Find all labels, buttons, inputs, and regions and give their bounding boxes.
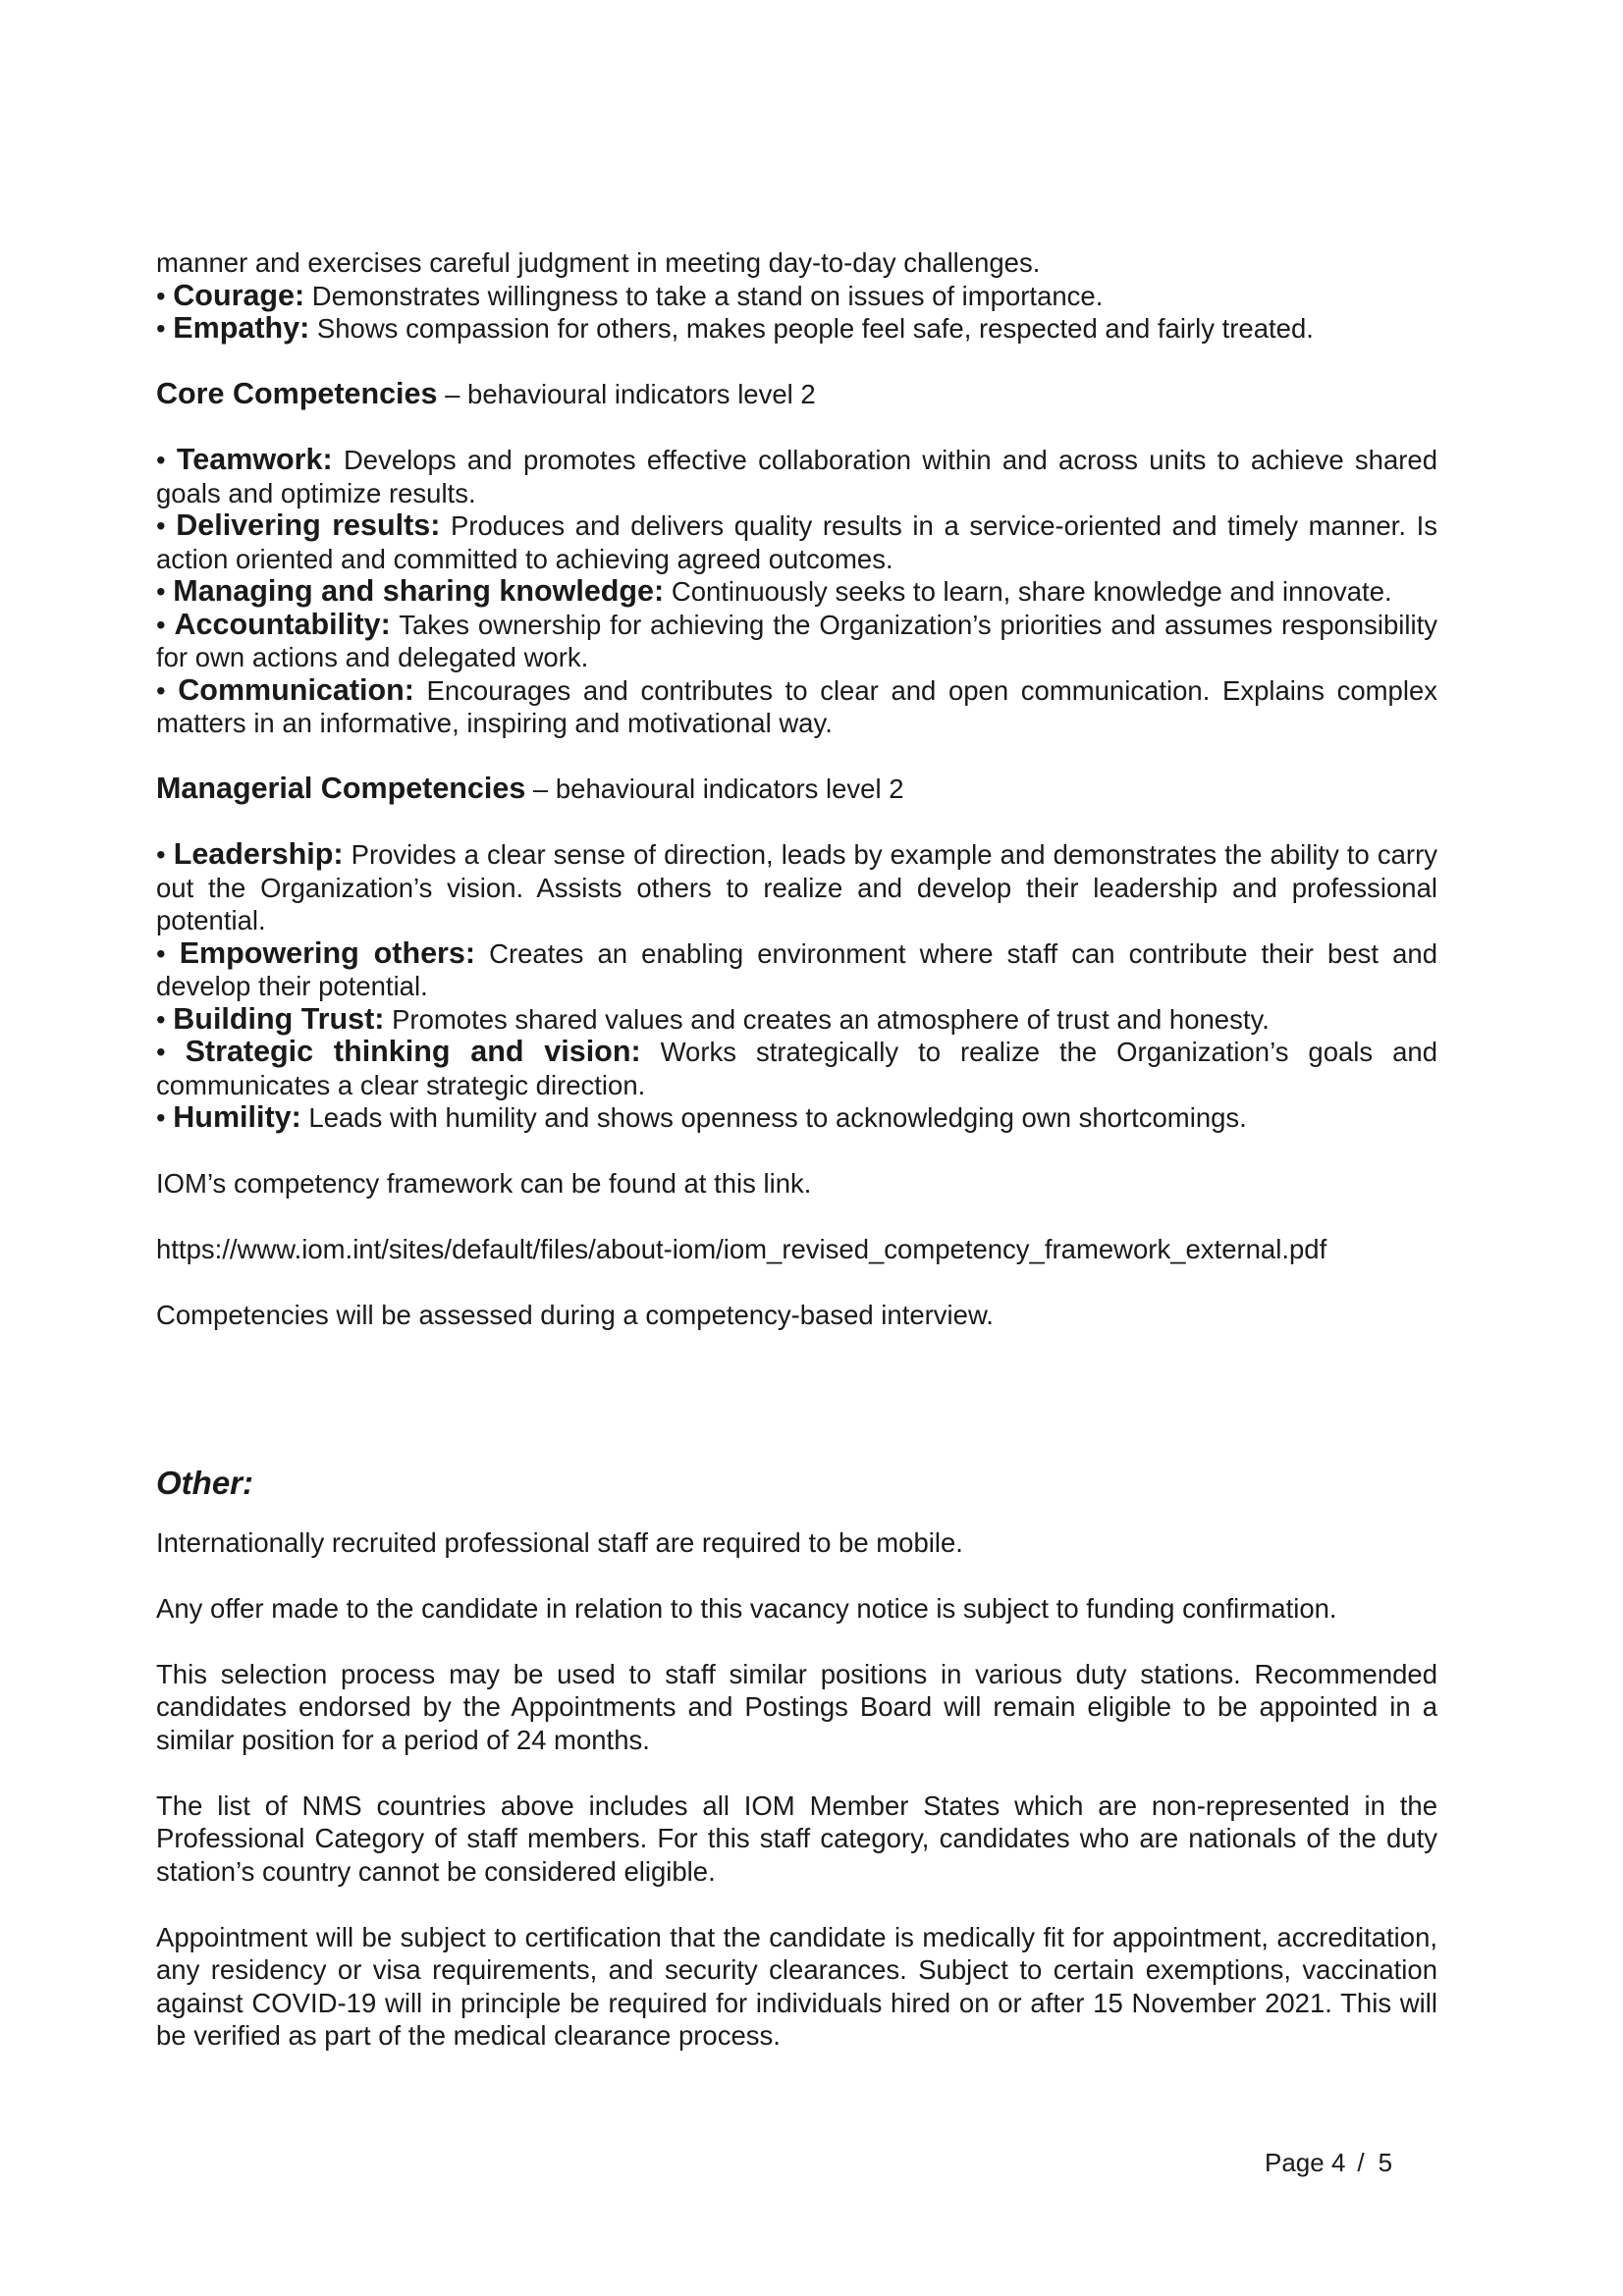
document-page [156,246,1437,2053]
heading-title: Managerial Competencies [156,772,526,805]
heading-subtitle: – behavioural indicators level 2 [525,774,904,804]
framework-text: IOM’s competency framework can be found at this link. [156,1168,812,1199]
list-item-teamwork: • Teamwork: Develops and promotes effective collaboration within and across units to achieve shared goals and optimize results. [156,443,1437,508]
item-text: Provides a clear sense of direction, leads by example and demonstrates the ability to carry out the Organization’s vision. Assists others to realize and develop their leadership and professional potential. [156,839,1437,935]
list-item-communication: • Communication: Encourages and contributes to clear and open communication. Explains complex matters in an informative, inspiring and motivational way. [156,672,1437,738]
item-label: Building Trust: [173,1001,385,1036]
other-section-title: Other: [156,1464,253,1501]
item-label: Empathy: [173,311,310,345]
list-item-accountability: • Accountability: Takes ownership for achieving the Organization’s priorities and assumes responsibility for own actions and delegated work. [156,607,1437,672]
list-item-humility: • Humility: Leads with humility and shows openness to acknowledging own shortcomings. [156,1100,1247,1134]
item-text: Leads with humility and shows openness to acknowledging own shortcomings. [300,1102,1247,1133]
item-text: Creates an enabling environment where staff can contribute their best and develop their potential. [156,937,1437,1001]
item-label: Teamwork: [176,443,333,476]
item-label: Accountability: [174,607,391,641]
other-paragraph-selection: This selection process may be used to staff similar positions in various duty stations. Recommended candidates endorsed by the Appointments and Postings Board will remain eligible to be appointed in a similar position for a period of 24 months. [156,1658,1437,1755]
list-item-empowering-others: • Empowering others: Creates an enabling environment where staff can contribute their best and develop their potential. [156,935,1437,1001]
other-paragraph-mobility: Internationally recruited professional staff are required to be mobile. [156,1526,963,1558]
item-label: Humility: [173,1100,301,1134]
heading-title: Core Competencies [156,377,438,410]
item-label: Communication: [178,672,414,707]
item-text: Encourages and contributes to clear and open communication. Explains complex matters in an informative, inspiring and motivational way. [156,674,1437,738]
framework-link[interactable]: https://www.iom.int/sites/default/files/about-iom/iom_revised_competency_framework_external.pdf [156,1234,1327,1264]
heading-subtitle: – behavioural indicators level 2 [437,379,816,409]
item-text: Takes ownership for achieving the Organization’s priorities and assumes responsibility for own actions and delegated work. [156,609,1437,672]
page-label: Page 4 [1265,2148,1346,2177]
other-paragraph-nms: The list of NMS countries above includes all IOM Member States which are non-represented in the Professional Category of staff members. For this staff category, candidates who are nationals of the duty station’s country cannot be considered eligible. [156,1789,1437,1887]
list-item-managing-knowledge: • Managing and sharing knowledge: Continuously seeks to learn, share knowledge and innovate. [156,574,1392,608]
page-total: 5 [1378,2148,1393,2177]
item-text: Produces and delivers quality results in a service-oriented and timely manner. Is action oriented and committed to achieving agreed outcomes. [156,510,1437,574]
list-item-courage: • Courage: Demonstrates willingness to take a stand on issues of importance. [156,278,1104,312]
item-label: Empowering others: [179,935,476,970]
other-paragraph-funding: Any offer made to the candidate in relation to this vacancy notice is subject to funding confirmation. [156,1592,1337,1624]
list-item-building-trust: • Building Trust: Promotes shared values and creates an atmosphere of trust and honesty. [156,1001,1270,1036]
item-label: Courage: [173,278,305,312]
item-text: Continuously seeks to learn, share knowledge and innovate. [664,576,1392,607]
item-text: Develops and promotes effective collaboration within and across units to achieve shared goals and optimize results. [156,445,1437,508]
item-label: Delivering results: [176,508,441,542]
item-label: Strategic thinking and vision: [185,1035,641,1068]
item-text: Works strategically to realize the Organization’s goals and communicates a clear strategic direction. [156,1037,1437,1100]
assessment-text: Competencies will be assessed during a competency-based interview. [156,1300,994,1330]
item-text: Demonstrates willingness to take a stand on issues of importance. [304,280,1104,311]
item-label: Leadership: [173,837,344,871]
item-text: Shows compassion for others, makes people feel safe, respected and fairly treated. [309,313,1314,344]
item-label: Managing and sharing knowledge: [173,574,665,608]
list-item-strategic-thinking: • Strategic thinking and vision: Works strategically to realize the Organization’s goals and communicates a clear strategic direction. [156,1035,1437,1100]
page-separator: / [1357,2148,1365,2177]
other-paragraph-appointment: Appointment will be subject to certification that the candidate is medically fit for appointment, accreditation, any residency or visa requirements, and security clearances. Subject to certain exemptions, vaccination against COVID-19 will in principle be required for individuals hired on or after 15 November 2021. This will be verified as part of the medical clearance process. [156,1921,1437,2051]
intro-continuation: manner and exercises careful judgment in meeting day-to-day challenges. [156,247,1041,278]
managerial-competencies-heading [156,773,1437,806]
list-item-empathy: • Empathy: Shows compassion for others, makes people feel safe, respected and fairly treated. [156,311,1314,345]
list-item-leadership: • Leadership: Provides a clear sense of direction, leads by example and demonstrates the ability to carry out the Organization’s vision. Assists others to realize and develop their leadership and professional potential. [156,837,1437,935]
core-competencies-heading [156,378,1437,411]
page-number [1265,2147,1392,2178]
item-text: Promotes shared values and creates an atmosphere of trust and honesty. [384,1003,1270,1035]
list-item-delivering-results: • Delivering results: Produces and delivers quality results in a service-oriented and timely manner. Is action oriented and committed to achieving agreed outcomes. [156,508,1437,574]
